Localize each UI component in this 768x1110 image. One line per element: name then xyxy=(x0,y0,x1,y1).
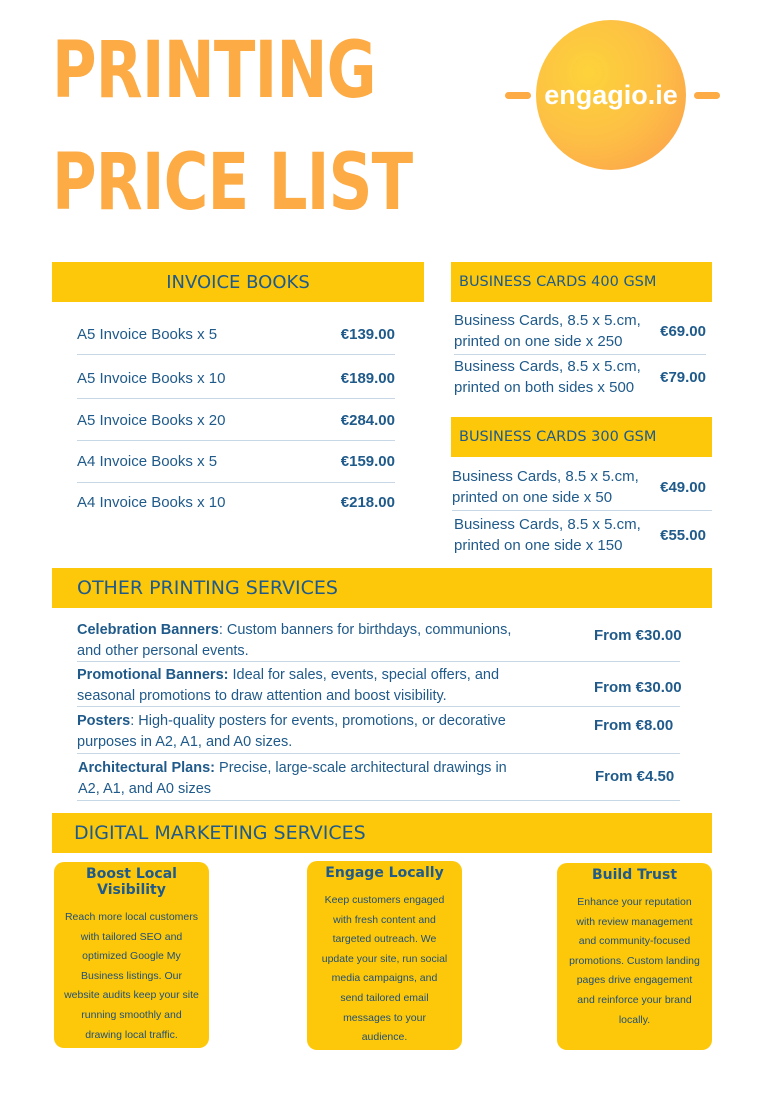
box-text-line: website audits keep your site xyxy=(64,989,199,1002)
item-label-line: Business Cards, 8.5 x 5.cm, xyxy=(454,312,641,329)
item-label-line: printed on one side x 250 xyxy=(454,333,623,350)
divider xyxy=(77,440,395,441)
service-description xyxy=(78,758,588,800)
item-label: A5 Invoice Books x 20 xyxy=(77,411,226,429)
item-price: €284.00 xyxy=(340,411,395,429)
box-title: Engage Locally xyxy=(325,865,444,881)
service-separator: : xyxy=(218,622,223,638)
list-item xyxy=(452,466,706,508)
service-name: Architectural Plans: xyxy=(78,760,215,776)
service-description xyxy=(77,620,577,662)
box-text xyxy=(313,891,456,1048)
logo-text: engagio.ie xyxy=(544,79,678,110)
box-text-line: and community-focused xyxy=(578,935,691,948)
item-price: €79.00 xyxy=(660,368,706,386)
other-services-heading-band xyxy=(52,568,712,608)
box-title: Build Trust xyxy=(591,867,678,883)
digital-marketing-heading: DIGITAL MARKETING SERVICES xyxy=(74,822,366,844)
item-label-line: printed on one side x 150 xyxy=(454,537,623,554)
other-services-heading: OTHER PRINTING SERVICES xyxy=(77,577,338,599)
box-text-line: Business listings. Our xyxy=(81,969,182,982)
digital-marketing-heading-band xyxy=(52,813,712,853)
divider xyxy=(77,354,395,355)
item-price: €55.00 xyxy=(660,526,706,544)
item-label xyxy=(454,514,641,556)
service-text: Custom banners for birthdays, communions, xyxy=(222,622,512,638)
marketing-box-engage xyxy=(307,861,462,1050)
divider xyxy=(77,753,680,754)
divider xyxy=(77,706,680,707)
list-item xyxy=(454,356,706,398)
box-text-line: drawing local traffic. xyxy=(85,1028,178,1041)
page-title-line-1: PRINTING xyxy=(52,26,376,116)
logo-dash-left xyxy=(505,92,531,99)
box-text-line: promotions. Custom landing xyxy=(569,954,700,967)
service-text: seasonal promotions to draw attention and boost visibility. xyxy=(77,688,447,704)
box-text-line: update your site, run social xyxy=(321,952,448,965)
box-text-line: locally. xyxy=(618,1013,651,1026)
service-price: From €30.00 xyxy=(594,627,682,644)
service-description xyxy=(77,711,587,753)
service-name: Promotional Banners: xyxy=(77,667,229,683)
box-text-line: with review management xyxy=(576,915,693,928)
divider xyxy=(77,661,680,662)
marketing-box-trust xyxy=(557,863,712,1050)
list-item xyxy=(454,310,706,352)
logo-dash-right xyxy=(694,92,720,99)
divider xyxy=(77,800,680,801)
service-name: Posters xyxy=(77,713,131,729)
box-text-line: audience. xyxy=(361,1031,408,1044)
list-item xyxy=(77,322,395,346)
item-label-line: Business Cards, 8.5 x 5.cm, xyxy=(452,468,639,485)
box-text-line: Keep customers engaged xyxy=(324,894,445,906)
service-separator: : xyxy=(130,713,135,729)
box-text-line: and reinforce your brand xyxy=(577,993,692,1006)
service-price: From €8.00 xyxy=(594,717,674,734)
item-label-line: Business Cards, 8.5 x 5.cm, xyxy=(454,516,641,533)
box-text-line: optimized Google My xyxy=(82,950,181,963)
list-item xyxy=(77,449,395,473)
service-text: purposes in A2, A1, and A0 sizes. xyxy=(77,734,293,750)
item-label: A5 Invoice Books x 5 xyxy=(77,325,218,343)
divider xyxy=(77,482,395,483)
item-label: A4 Invoice Books x 10 xyxy=(77,493,226,511)
item-label xyxy=(452,466,639,508)
box-title: Boost Local Visibility xyxy=(86,866,177,898)
item-price: €49.00 xyxy=(660,478,706,496)
box-text xyxy=(563,893,706,1030)
item-price: €189.00 xyxy=(340,369,395,387)
item-price: €218.00 xyxy=(340,493,395,511)
business-cards-400-heading: BUSINESS CARDS 400 GSM xyxy=(459,274,657,290)
box-text-line: Enhance your reputation xyxy=(577,896,692,908)
service-text: and other personal events. xyxy=(77,643,249,659)
business-cards-300-heading-band xyxy=(451,417,712,457)
item-price: €159.00 xyxy=(340,452,395,470)
logo xyxy=(536,20,686,170)
invoice-books-heading-band xyxy=(52,262,424,302)
marketing-box-visibility xyxy=(54,862,209,1048)
box-text-line: with tailored SEO and xyxy=(80,930,183,943)
item-label-line: Business Cards, 8.5 x 5.cm, xyxy=(454,358,641,375)
service-text: Ideal for sales, events, special offers, and xyxy=(228,667,500,683)
box-text-line: media campaigns, and xyxy=(331,972,438,985)
service-price: From €4.50 xyxy=(595,768,675,785)
item-price: €139.00 xyxy=(340,325,395,343)
box-text-line: send tailored email xyxy=(340,991,429,1004)
service-text: High-quality posters for events, promotions, or decorative xyxy=(134,713,506,729)
service-text: Precise, large-scale architectural drawings in xyxy=(215,760,507,776)
invoice-books-heading: INVOICE BOOKS xyxy=(166,271,310,293)
list-item xyxy=(454,514,706,556)
list-item xyxy=(77,408,395,432)
item-price: €69.00 xyxy=(660,322,706,340)
page-title-line-2: PRICE LIST xyxy=(52,138,413,228)
item-label xyxy=(454,356,641,398)
business-cards-400-heading-band xyxy=(451,262,712,302)
service-description xyxy=(77,665,587,707)
box-text-line: running smoothly and xyxy=(81,1008,182,1021)
box-text-line: messages to your xyxy=(343,1011,426,1024)
list-item xyxy=(77,366,395,390)
box-text-line: with fresh content and xyxy=(333,913,436,926)
list-item xyxy=(77,490,395,514)
divider xyxy=(77,398,395,399)
box-text xyxy=(60,908,203,1045)
item-label: A4 Invoice Books x 5 xyxy=(77,452,218,470)
item-label: A5 Invoice Books x 10 xyxy=(77,369,226,387)
box-text-line: pages drive engagement xyxy=(576,974,693,987)
divider xyxy=(452,510,712,511)
service-text: A2, A1, and A0 sizes xyxy=(78,781,212,797)
box-text-line: targeted outreach. We xyxy=(332,933,437,946)
service-price: From €30.00 xyxy=(594,679,682,696)
item-label-line: printed on both sides x 500 xyxy=(454,379,635,396)
divider xyxy=(454,354,706,355)
service-name: Celebration Banners xyxy=(77,622,219,638)
business-cards-300-heading: BUSINESS CARDS 300 GSM xyxy=(459,429,657,445)
item-label xyxy=(454,310,641,352)
item-label-line: printed on one side x 50 xyxy=(452,489,613,506)
box-text-line: Reach more local customers xyxy=(64,911,199,923)
